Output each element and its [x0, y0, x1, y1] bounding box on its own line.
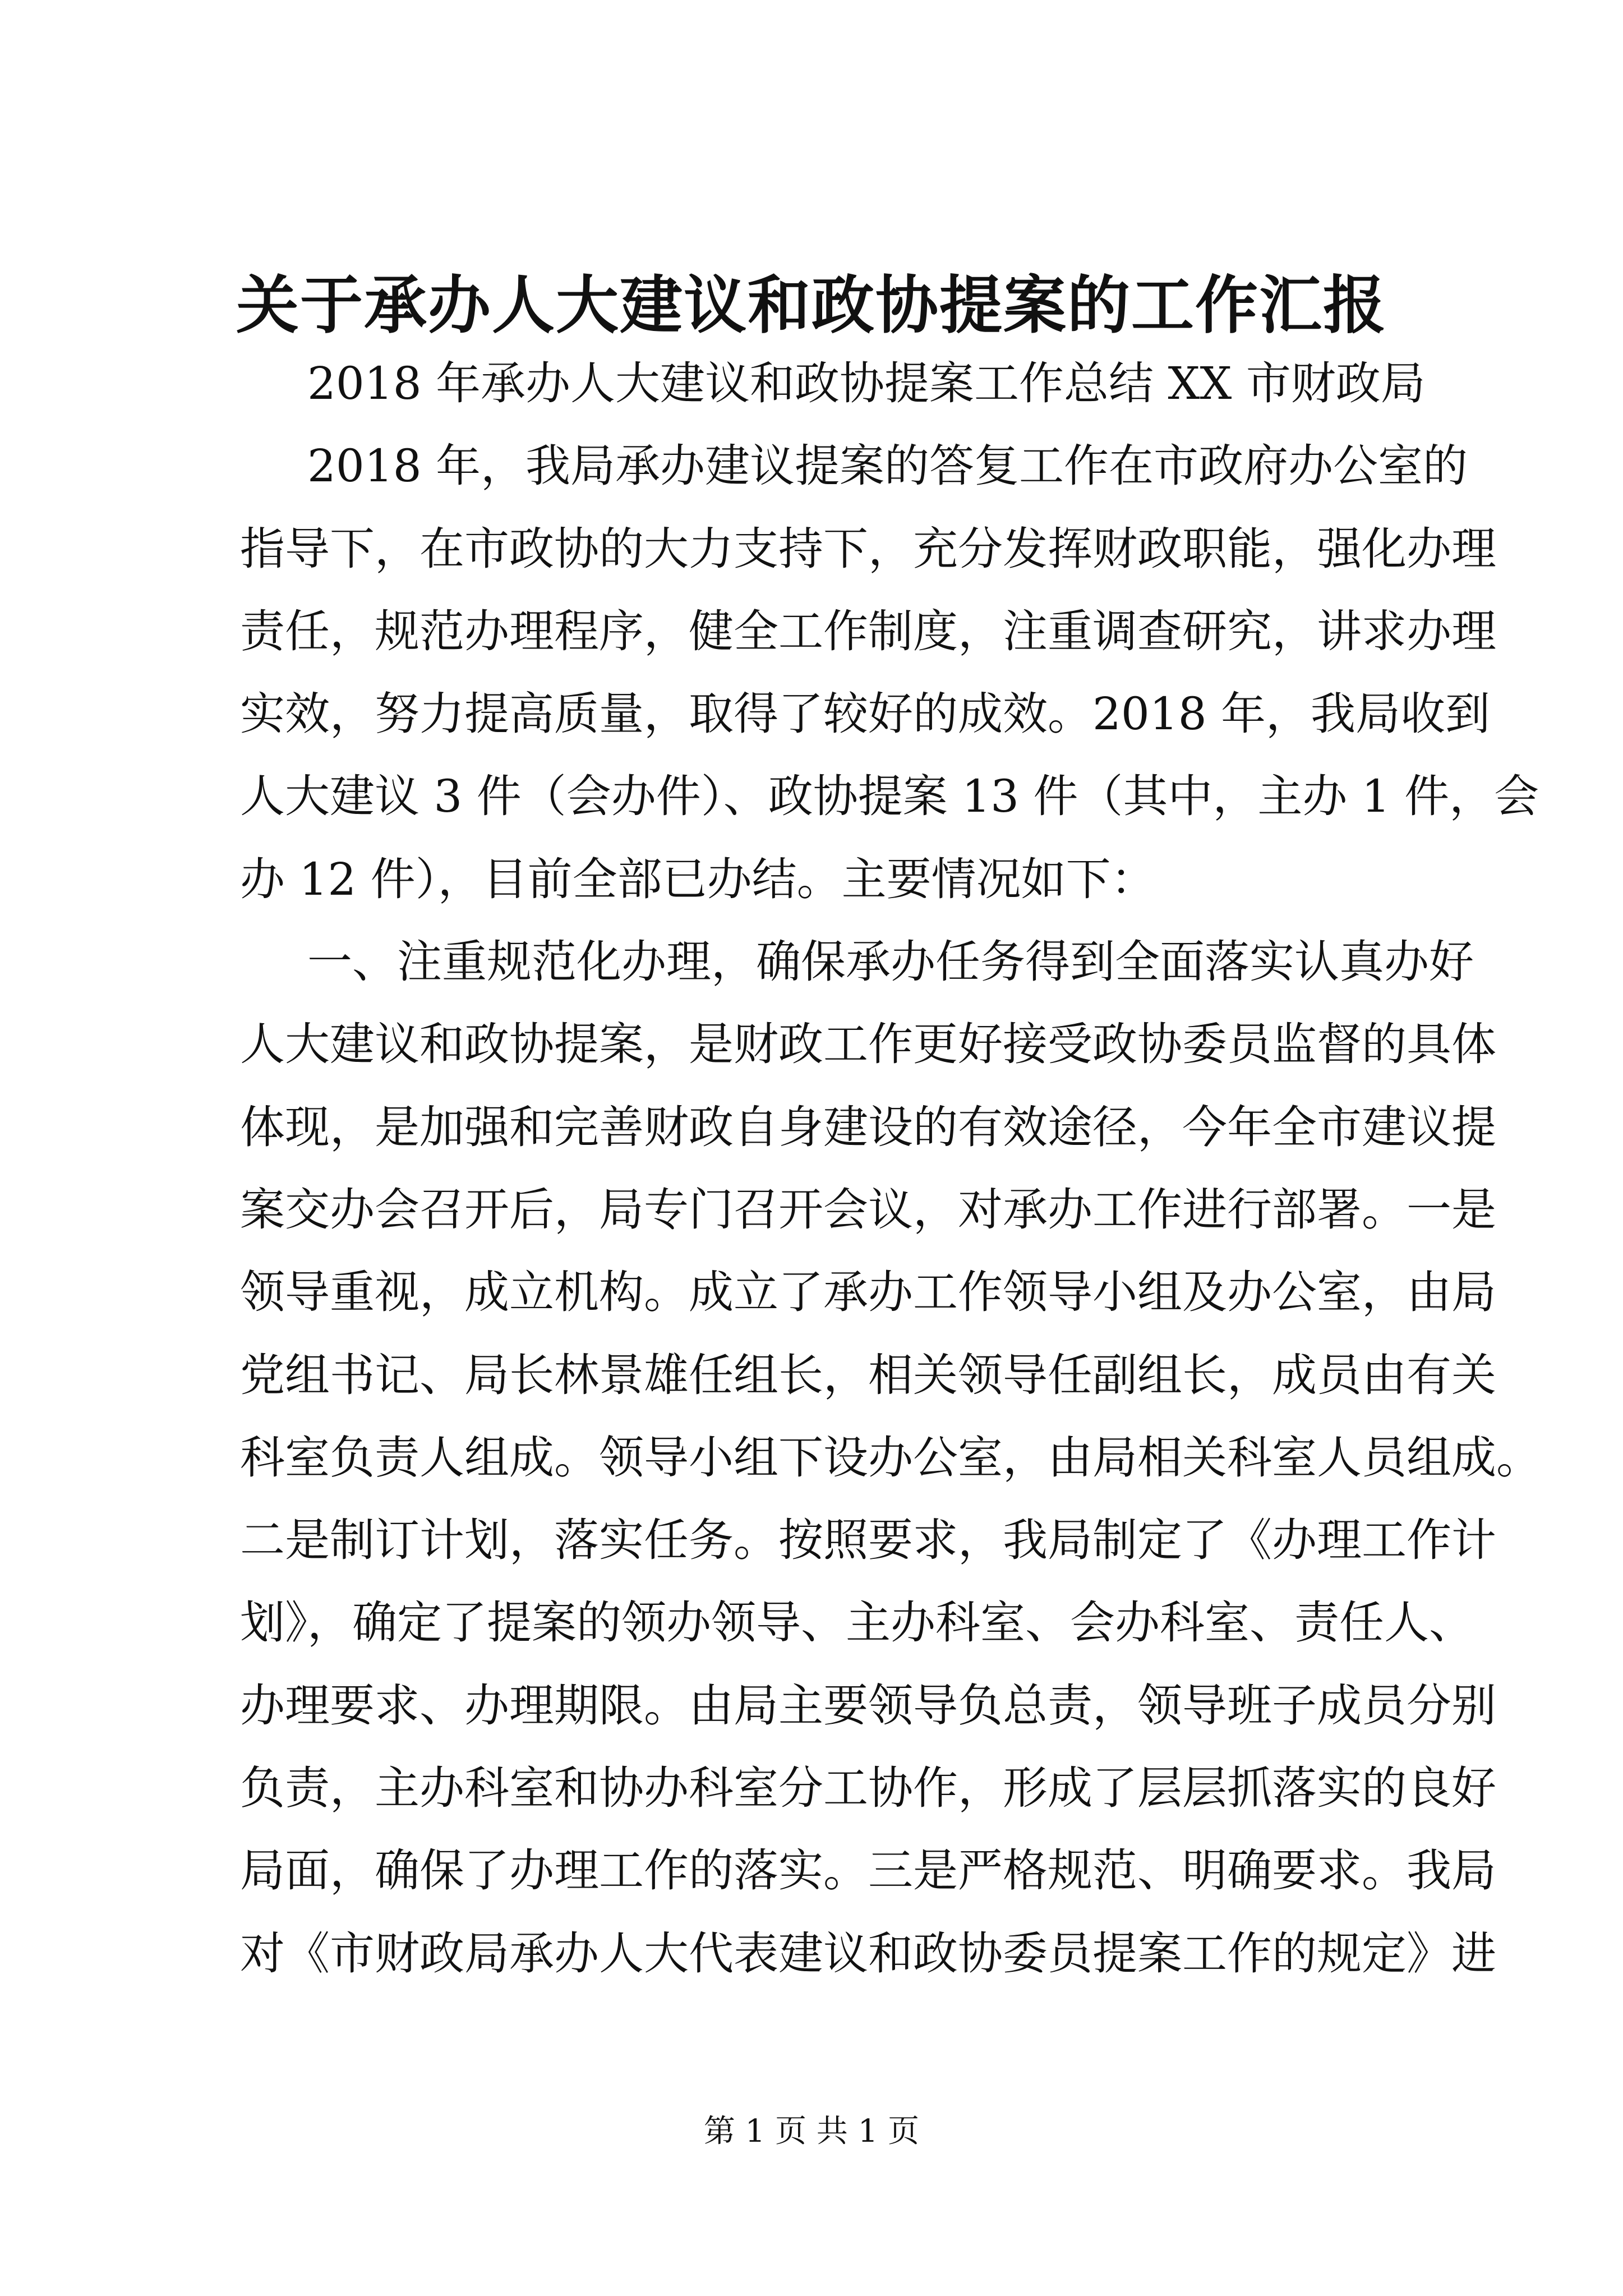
body-line: 局面，确保了办理工作的落实。三是严格规范、明确要求。我局 — [240, 1844, 1496, 1897]
page-footer: 第 1 页 共 1 页 — [703, 2113, 920, 2150]
body-line: 人大建议和政协提案，是财政工作更好接受政协委员监督的具体 — [240, 1018, 1496, 1071]
body-line: 二是制订计划，落实任务。按照要求，我局制定了《办理工作计 — [240, 1514, 1496, 1567]
body-line: 党组书记、局长林景雄任组长，相关领导任副组长，成员由有关 — [240, 1349, 1496, 1401]
document-body — [240, 342, 1541, 1995]
body-line: 办理要求、办理期限。由局主要领导负总责，领导班子成员分别 — [240, 1679, 1496, 1732]
body-line: 科室负责人组成。领导小组下设办公室，由局相关科室人员组成。 — [240, 1431, 1541, 1484]
body-line: 划》，确定了提案的领办领导、主办科室、会办科室、责任人、 — [240, 1596, 1474, 1649]
subtitle-line: 2018 年承办人大建议和政协提案工作总结 XX 市财政局 — [307, 357, 1426, 409]
body-line: 负责，主办科室和协办科室分工协作，形成了层层抓落实的良好 — [240, 1762, 1496, 1815]
body-line: 责任，规范办理程序，健全工作制度，注重调查研究，讲求办理 — [240, 605, 1496, 657]
body-line: 人大建议 3 件（会办件）、政协提案 13 件（其中，主办 1 件，会 — [240, 770, 1539, 823]
body-line: 案交办会召开后，局专门召开会议，对承办工作进行部署。一是 — [240, 1183, 1496, 1236]
body-line: 2018 年，我局承办建议提案的答复工作在市政府办公室的 — [307, 440, 1468, 493]
body-line: 实效，努力提高质量，取得了较好的成效。2018 年，我局收到 — [240, 688, 1491, 740]
body-line: 对《市财政局承办人大代表建议和政协委员提案工作的规定》进 — [240, 1927, 1496, 1980]
body-line: 指导下，在市政协的大力支持下，充分发挥财政职能，强化办理 — [240, 522, 1496, 575]
body-line: 一、注重规范化办理，确保承办任务得到全面落实认真办好 — [307, 936, 1474, 988]
body-line: 办 12 件），目前全部已办结。主要情况如下： — [240, 853, 1156, 905]
body-line: 领导重视，成立机构。成立了承办工作领导小组及办公室，由局 — [240, 1266, 1496, 1319]
body-line: 体现，是加强和完善财政自身建设的有效途径，今年全市建议提 — [240, 1101, 1496, 1153]
document-title: 关于承办人大建议和政协提案的工作汇报 — [236, 269, 1387, 342]
